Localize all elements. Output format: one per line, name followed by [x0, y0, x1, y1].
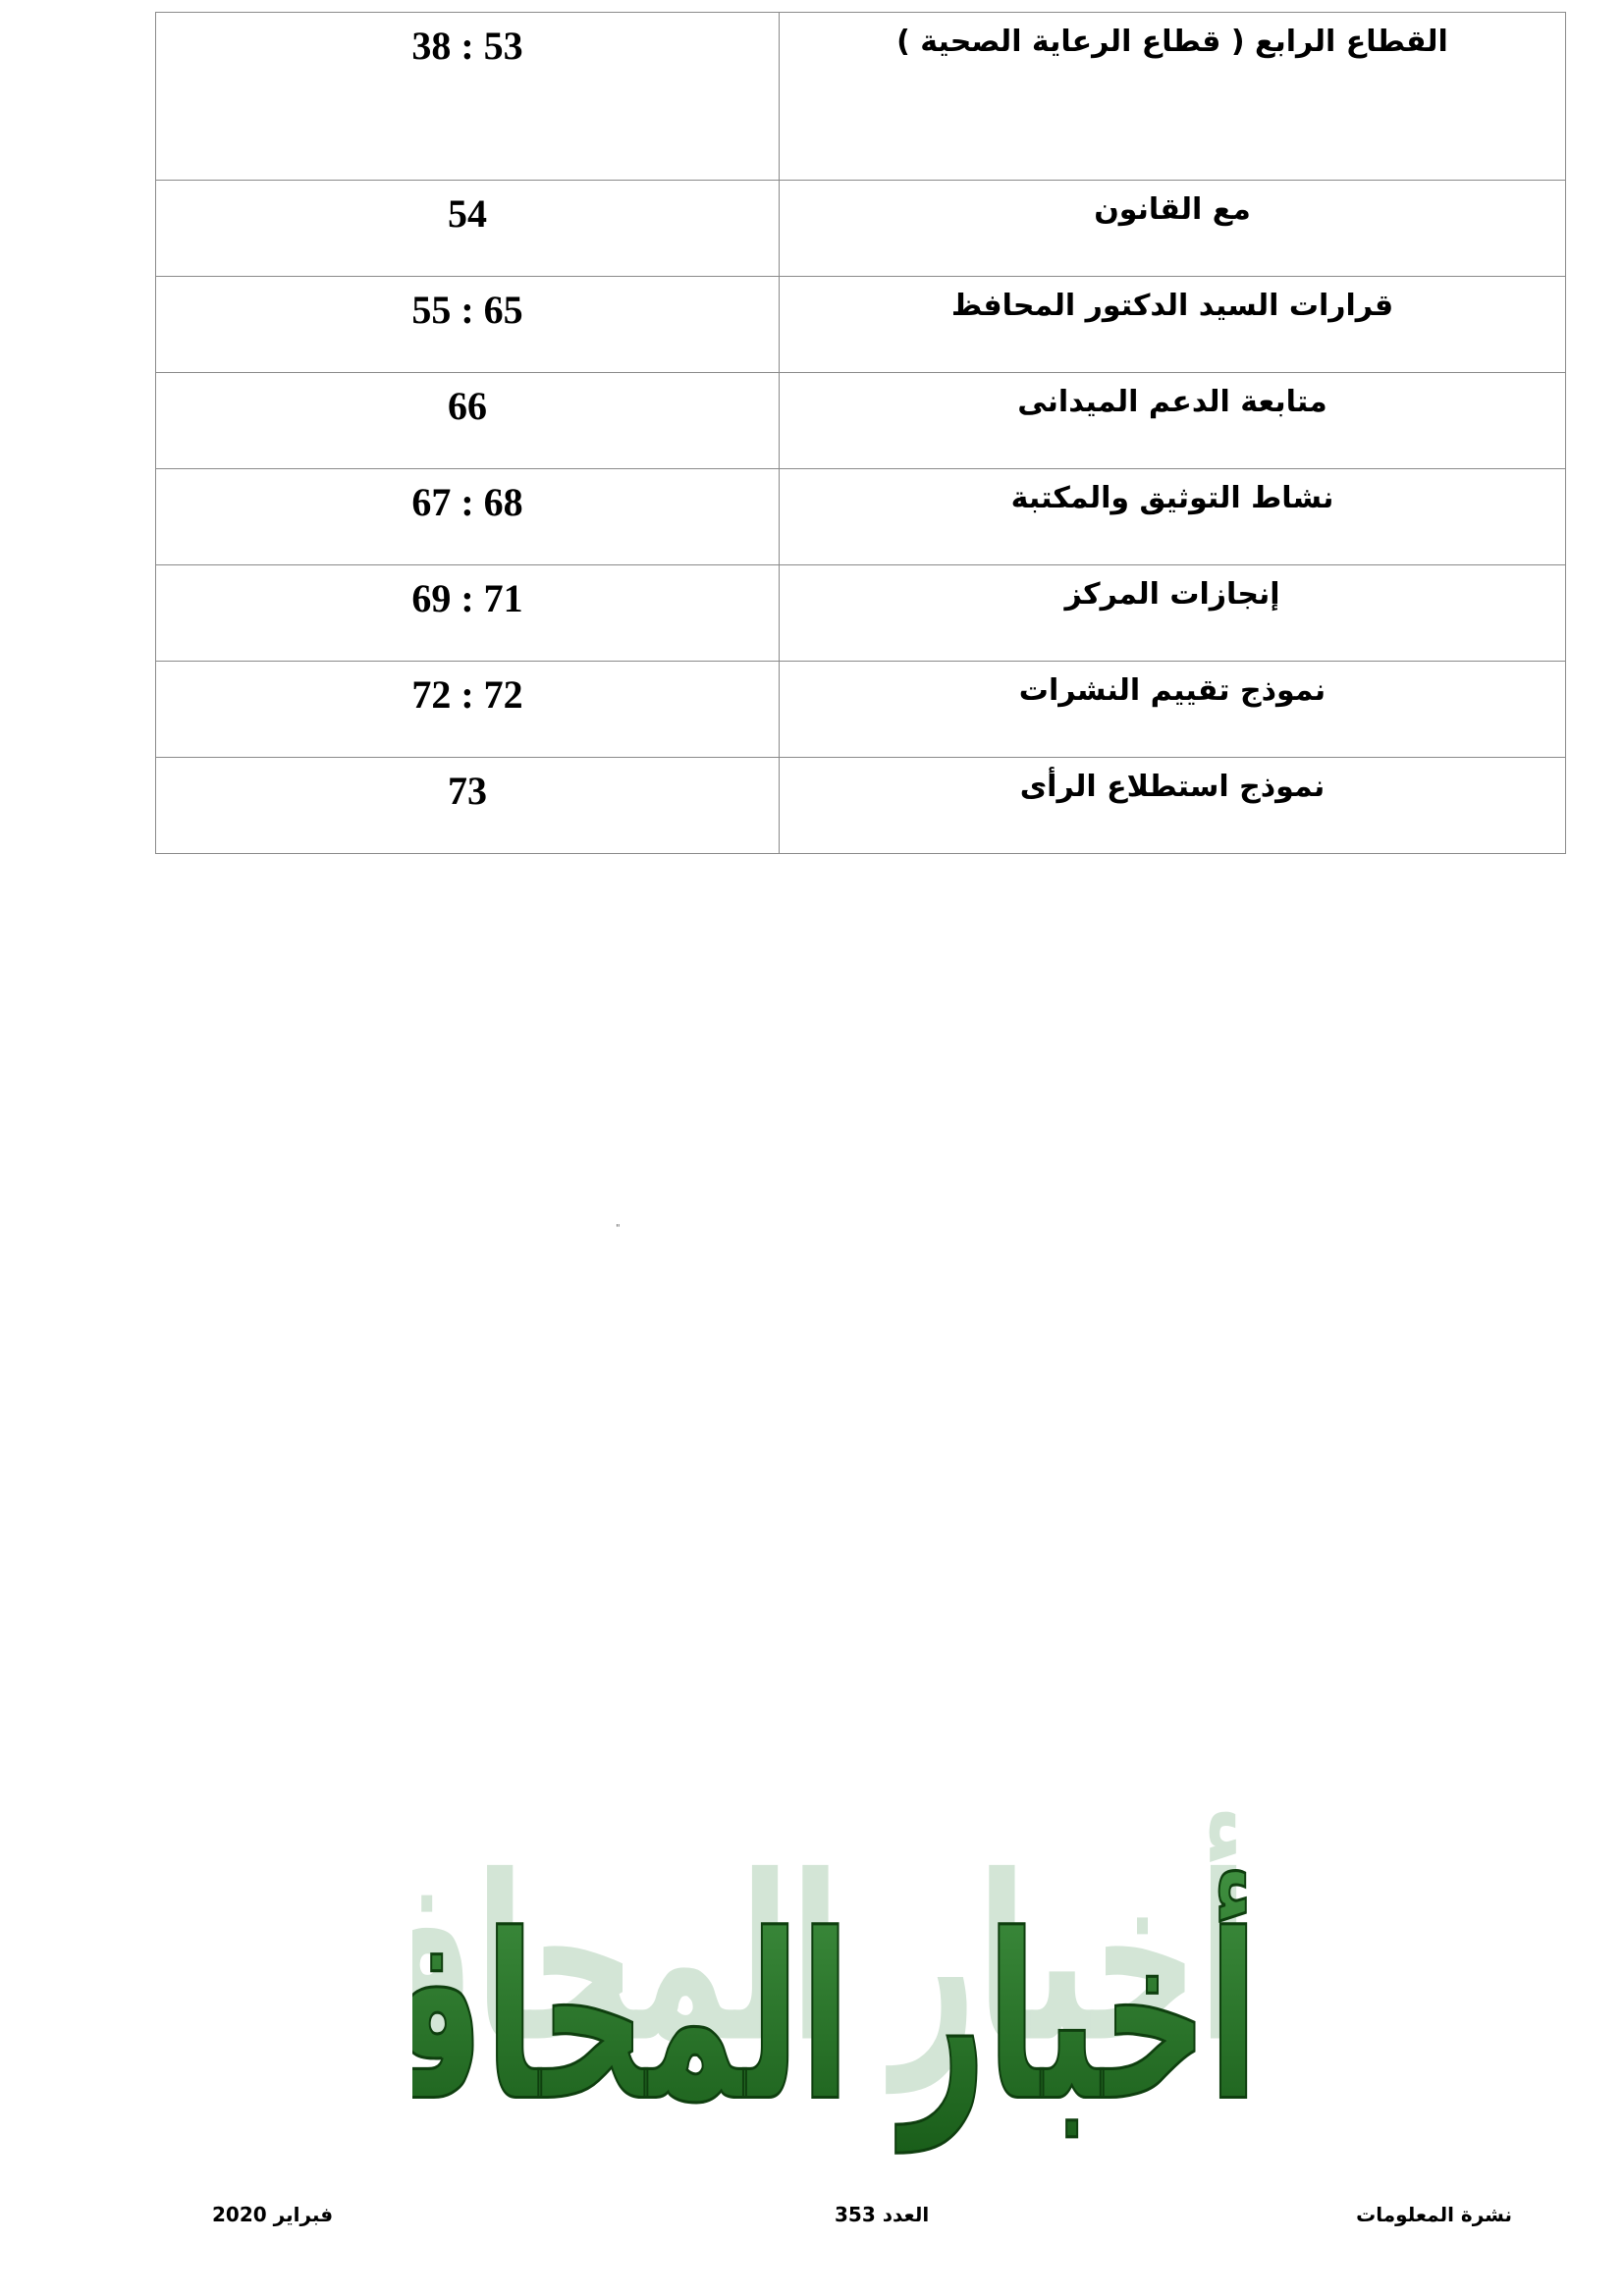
section-banner [412, 1757, 1257, 2218]
toc-row [156, 758, 1566, 854]
toc-page-range: 73 [156, 758, 780, 854]
toc-page-range: 54 [156, 181, 780, 277]
toc-section-title: نموذج تقييم النشرات [780, 662, 1566, 758]
toc-section-title: نموذج استطلاع الرأى [780, 758, 1566, 854]
banner-art [412, 1757, 1257, 2218]
toc-page-range: 69 : 71 [156, 565, 780, 662]
banner-shadow-text: أخبار المحا [474, 1827, 1249, 2094]
banner-main-text: أخبار المحا [484, 1886, 1257, 2153]
stray-mark: " [616, 1223, 621, 1234]
toc-page-range: 38 : 53 [156, 13, 780, 181]
table-of-contents [155, 12, 1566, 854]
toc-row [156, 181, 1566, 277]
footer-issue-number: العدد 353 [835, 2203, 930, 2226]
footer-date: فبراير 2020 [212, 2203, 334, 2226]
toc-section-title: متابعة الدعم الميدانى [780, 373, 1566, 469]
toc-row [156, 565, 1566, 662]
toc-section-title: القطاع الرابع ( قطاع الرعاية الصحية ) [780, 13, 1566, 181]
toc-page-range: 66 [156, 373, 780, 469]
toc-section-title: نشاط التوثيق والمكتبة [780, 469, 1566, 565]
toc-row [156, 373, 1566, 469]
toc-section-title: مع القانون [780, 181, 1566, 277]
toc-row [156, 13, 1566, 181]
toc-section-title: إنجازات المركز [780, 565, 1566, 662]
toc-page-range: 67 : 68 [156, 469, 780, 565]
toc-page-range: 72 : 72 [156, 662, 780, 758]
footer-publication-name: نشرة المعلومات [1356, 2203, 1512, 2226]
toc-row [156, 662, 1566, 758]
toc-section-title: قرارات السيد الدكتور المحافظ [780, 277, 1566, 373]
toc-page-range: 55 : 65 [156, 277, 780, 373]
toc-row [156, 469, 1566, 565]
toc-row [156, 277, 1566, 373]
